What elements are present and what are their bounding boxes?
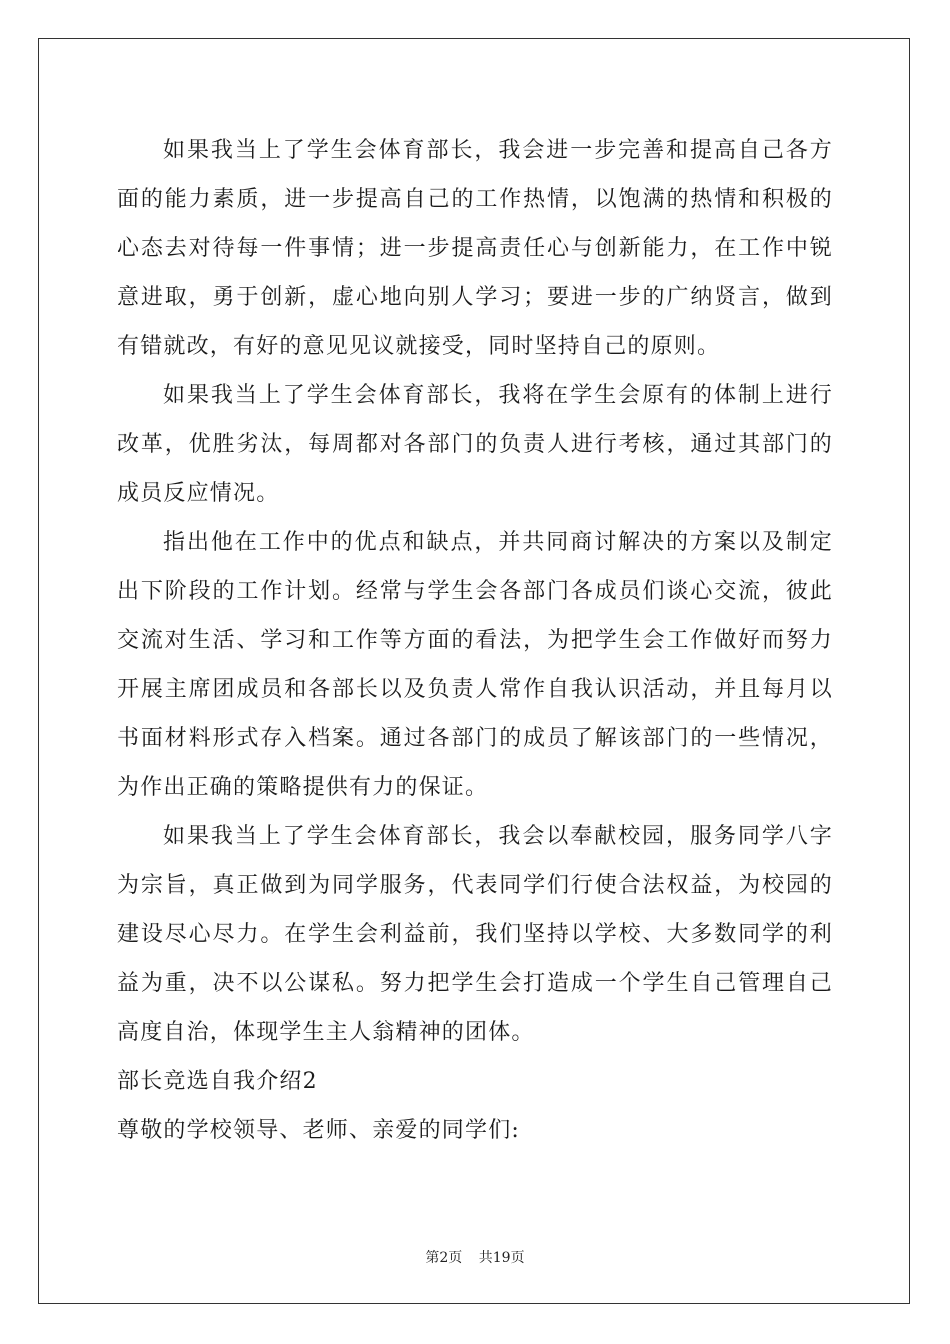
- paragraph-2: 如果我当上了学生会体育部长，我将在学生会原有的体制上进行改革，优胜劣汰，每周都对各部门的负责人进行考核，通过其部门的成员反应情况。: [117, 383, 833, 506]
- section-heading: 部长竞选自我介绍2: [117, 1069, 318, 1094]
- paragraph-1: 如果我当上了学生会体育部长，我会进一步完善和提高自己各方面的能力素质，进一步提高自己的工作热情，以饱满的热情和积极的心态去对待每一件事情；进一步提高责任心与创新能力，在工作中锐意进取，勇于创新，虚心地向别人学习；要进一步的广纳贤言，做到有错就改，有好的意见见议就接受，同时坚持自己的原则。: [117, 138, 833, 359]
- paragraph-4: 如果我当上了学生会体育部长，我会以奉献校园，服务同学八字为宗旨，真正做到为同学服务，代表同学们行使合法权益，为校园的建设尽心尽力。在学生会利益前，我们坚持以学校、大多数同学的利益为重，决不以公谋私。努力把学生会打造成一个学生自己管理自己高度自治，体现学生主人翁精神的团体。: [117, 824, 833, 1045]
- paragraph-3: 指出他在工作中的优点和缺点，并共同商讨解决的方案以及制定出下阶段的工作计划。经常与学生会各部门各成员们谈心交流，彼此交流对生活、学习和工作等方面的看法，为把学生会工作做好而努力开展主席团成员和各部长以及负责人常作自我认识活动，并且每月以书面材料形式存入档案。通过各部门的成员了解该部门的一些情况，为作出正确的策略提供有力的保证。: [117, 530, 833, 800]
- document-body: [117, 126, 833, 1155]
- salutation: 尊敬的学校领导、老师、亲爱的同学们:: [117, 1118, 521, 1143]
- page-number: 第2页: [425, 1250, 463, 1266]
- page-total: 共19页: [478, 1250, 525, 1266]
- page-footer: [0, 1247, 950, 1267]
